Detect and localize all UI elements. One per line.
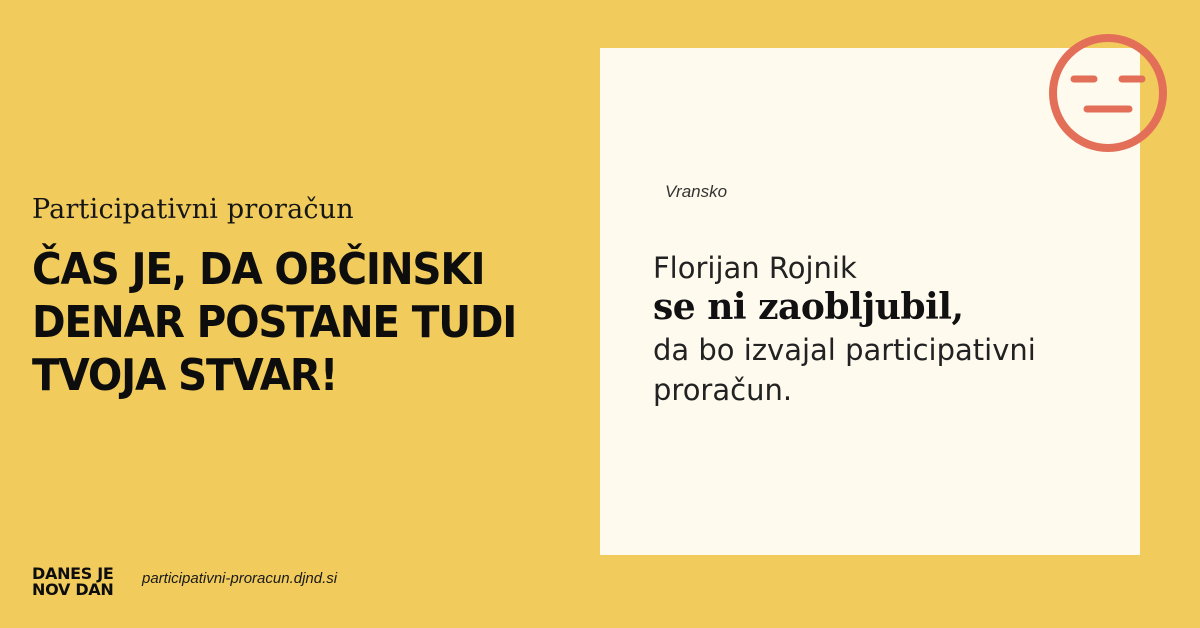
- mayor-name: Florijan Rojnik: [653, 251, 857, 285]
- subtitle: Participativni proračun: [32, 194, 354, 225]
- headline-line: TVOJA STVAR!: [32, 348, 338, 401]
- headline-line: ČAS JE, DA OBČINSKI: [32, 243, 485, 295]
- headline-line: DENAR POSTANE TUDI: [32, 295, 517, 348]
- promise-quote: [653, 250, 1093, 410]
- headline: [32, 243, 572, 402]
- neutral-face-icon: [1047, 32, 1169, 154]
- brand-logo-line: NOV DAN: [32, 580, 114, 599]
- promise-status: se ni zaobljubil,: [653, 286, 964, 328]
- location-label: Vransko: [665, 182, 728, 201]
- intro-section: [32, 192, 572, 401]
- site-url-link[interactable]: participativni-proracun.djnd.si: [142, 570, 338, 587]
- promise-text: da bo izvajal participativni proračun.: [653, 333, 1036, 407]
- brand-logo-line: DANES JE: [32, 564, 114, 583]
- brand-logo[interactable]: [32, 566, 114, 598]
